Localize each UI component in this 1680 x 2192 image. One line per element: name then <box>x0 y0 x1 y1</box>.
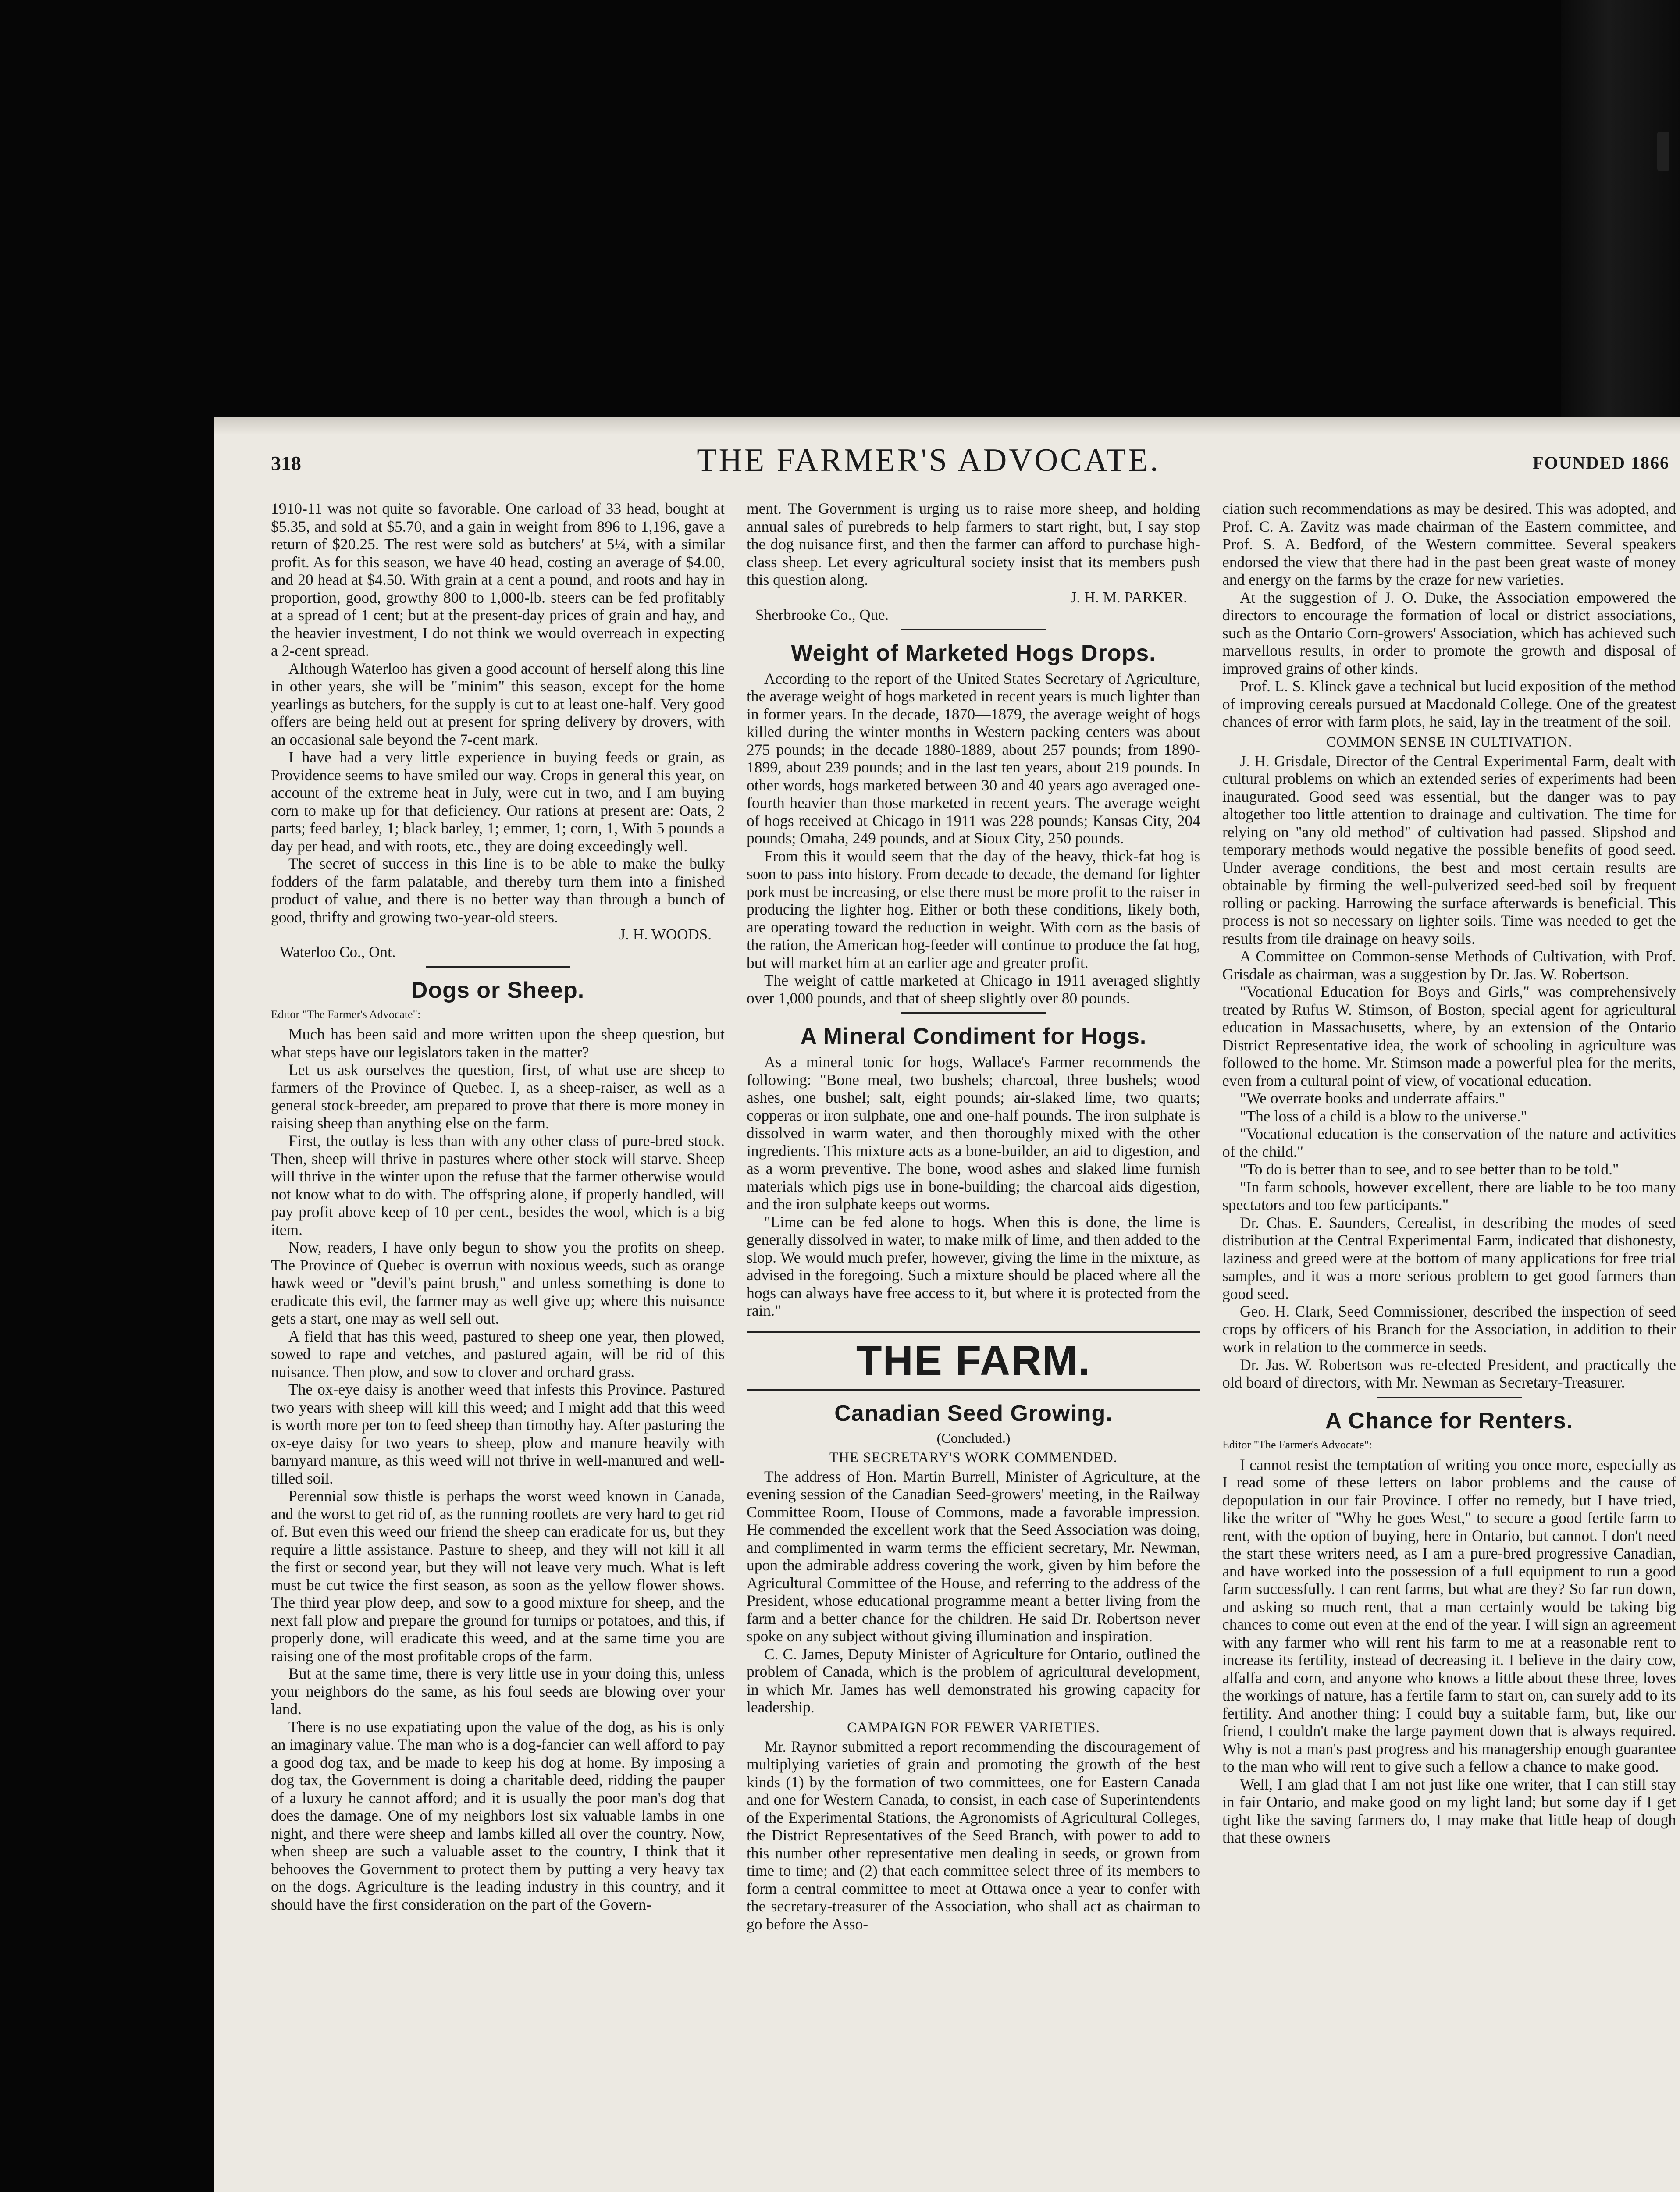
section-title: THE FARM. <box>856 1337 1091 1384</box>
paragraph: "The loss of a child is a blow to the universe." <box>1240 1107 1527 1125</box>
film-sprocket <box>1657 132 1669 171</box>
divider <box>1377 1397 1522 1398</box>
subheading: COMMON SENSE IN CULTIVATION. <box>1326 734 1573 750</box>
paragraph: Well, I am glad that I am not just like one writer, that I can still stay in fair Ontario, and make good on my light land; but some day if I get tight like the saving farmers do, I may make that little heap of dough that these owners <box>1222 1775 1676 1846</box>
paragraph: "Lime can be fed alone to hogs. When this is done, the lime is generally dissolved in water, to make milk of lime, and then added to the slop. We would much prefer, however, giving the lime in the mixture, as advised in the foregoing. Such a mixture should be placed where all the hogs can always have free access to it, but where it is protected from the rain." <box>747 1213 1200 1319</box>
paragraph: 1910-11 was not quite so favorable. One carload of 33 head, bought at $5.35, and sold at $5.70, and a gain in weight from 896 to 1,196, gave a return of $20.25. The rest were sold as butchers' at 5¼, with a similar profit. As for this season, we have 40 head, costing an average of $4.00, and 20 head at $4.50. With grain at a cent a pound, and roots and hay in proportion, good, growthy 800 to 1,000-lb. steers can be fed profitably at a spread of 1 cent; but at the present-day prices of grain and hay, and the heavier investment, I do not think we would overreach in expecting a 2-cent spread. <box>271 500 725 659</box>
paragraph: The secret of success in this line is to be able to make the bulky fodders of the farm palatable, and thereby turn them into a finished product of value, and there is no better way than through a bunch of good, thrifty and growing two-year-old steers. <box>271 855 725 926</box>
paragraph: ment. The Government is urging us to raise more sheep, and holding annual sales of purebreds to help farmers to start right, but, I say stop the dog nuisance first, and then the farmer can afford to purchase high-class sheep. Let every agricultural society insist that its members push this question along. <box>747 500 1200 588</box>
page-shadow <box>214 417 1680 435</box>
paragraph: From this it would seem that the day of the heavy, thick-fat hog is soon to pass into history. From decade to decade, the demand for lighter pork must be increasing, or else there must be more profit to the raiser in producing the lighter hog. Either or both these conditions, likely both, are operating toward the reduction in weight. With corn as the basis of the ration, the American hog-feeder will continue to produce the fat hog, but will market him at an earlier age and greater profit. <box>747 847 1200 971</box>
paragraph: According to the report of the United States Secretary of Agriculture, the average weight of hogs marketed in recent years is much lighter than in former years. In the decade, 1870—1879, the average weight of hogs killed during the winter months in Western packing centers was about 275 pounds; in the decade 1880-1889, about 257 pounds; from 1890-1899, about 239 pounds; and in the last ten years, about 219 pounds. In other words, hogs marketed between 30 and 40 years ago averaged one-fourth heavier than those marketed in recent years. The average weight of hogs received at Chicago in 1911 was 228 pounds; Kansas City, 204 pounds; Omaha, 249 pounds, and at Sioux City, 250 pounds. <box>747 669 1200 847</box>
paragraph: Dr. Chas. E. Saunders, Cerealist, in describing the modes of seed distribution at the Central Experimental Farm, indicated that dishonesty, laziness and greed were at the bottom of many applications for free trial samples, and it was a more serious problem to get good farmers than good seed. <box>1222 1213 1676 1302</box>
paragraph: The address of Hon. Martin Burrell, Minister of Agriculture, at the evening session of the Canadian Seed-growers' meeting, in the Railway Committee Room, House of Commons, made a favorable impression. He commended the excellent work that the Seed Association was doing, and complimented in warm terms the efficient secretary, Mr. Newman, upon the admirable address covering the work, given by him before the Agricultural Committee of the House, and referring to the address of the President, whose educational programme meant a better living from the farm and a better chance for the children. He said Dr. Robertson never spoke on any subject without giving illumination and inspiration. <box>747 1467 1200 1645</box>
paragraph: Although Waterloo has given a good account of herself along this line in other years, she will be "minim" this season, except for the home yearlings as butchers, for the supply is cut to at least one-half. Very good offers are being held out at present for spring delivery by drovers, with an occasional sale beyond the 7-cent mark. <box>271 659 725 748</box>
subheading: CAMPAIGN FOR FEWER VARIETIES. <box>847 1719 1100 1736</box>
paragraph: I cannot resist the temptation of writing you once more, especially as I read some of these letters on labor problems and the cause of depopulation in our fair Province. I offer no remedy, but I have tried, like the writer of "Why he goes West," to secure a good fertile farm to rent, with the option of buying, here in Ontario, but cannot. I don't need the start these writers need, as I am a pure-bred progressive Canadian, and have worked into the possession of a full equipment to run a good farm successfully. I can rent farms, but what are they? So far run down, and asking so much rent, that a man certainly would be taking big chances to come out even at the end of the year. I will sign an agreement with any farmer who will rent his farm to me at a reasonable rent to increase its fertility, instead of decreasing it. I believe in the dairy cow, alfalfa and corn, and anyone who knows a little about these three, loves the workings of nature, has a fertile farm to start on, can surely add to its fertility. And another thing: I could buy a suitable farm, but, like our friend, I couldn't make the large payment down that is always required. Why is not a man's past progress and his managership enough guarantee to the man who will rent to give such a fellow a chance to make good. <box>1222 1455 1676 1775</box>
page-header <box>271 434 1669 491</box>
paragraph: J. H. Grisdale, Director of the Central Experimental Farm, dealt with cultural problems on which an extended series of experiments had been inaugurated. Good seed was essential, but the danger was to pay altogether too little attention to drainage and cultivation. The time for relying on "any old method" of cultivation had passed. Slipshod and temporary methods would negative the possible benefits of good seed. Under average conditions, the best and most certain results are obtainable by firming the well-pulverized seed-bed soil by frequent rolling or packing. Harrowing the surface afterwards is beneficial. This process is not so necessary on lighter soils. Time was needed to get the results from tile drainage on heavy soils. <box>1222 752 1676 947</box>
page-number: 318 <box>271 452 301 474</box>
column-1 <box>271 500 725 2192</box>
paragraph: "We overrate books and underrate affairs." <box>1240 1089 1506 1107</box>
founded-line: FOUNDED 1866 <box>1533 453 1669 473</box>
paragraph: C. C. James, Deputy Minister of Agriculture for Ontario, outlined the problem of Canada, which is the problem of agricultural development, in which Mr. James has well demonstrated his growing capacity for leadership. <box>747 1645 1200 1716</box>
article-title: Canadian Seed Growing. <box>834 1400 1113 1426</box>
faded-print-area <box>293 2127 459 2192</box>
paragraph: Mr. Raynor submitted a report recommending the discouragement of multiplying varieties of grain and promoting the growth of the best kinds (1) by the formation of two committees, one for Eastern Canada and one for Western Canada, to consist, in each case of Superintendents of the Experimental Stations, the Agronomists of Agricultural Colleges, the District Representatives of the Seed Branch, with power to add to this number other representative men dealing in seeds, or grown from time to time; and (2) that each committee select three of its members to form a central committee to meet at Ottawa once a year to confer with the secretary-treasurer of the Association, who shall act as chairman to go before the Asso- <box>747 1737 1200 1933</box>
faded-print-area <box>1398 2171 1678 2192</box>
subheading: THE SECRETARY'S WORK COMMENDED. <box>829 1449 1118 1466</box>
editor-salutation: Editor "The Farmer's Advocate": <box>1222 1438 1372 1451</box>
editor-salutation: Editor "The Farmer's Advocate": <box>271 1008 421 1021</box>
author-location: Waterloo Co., Ont. <box>280 943 396 961</box>
divider <box>901 1012 1046 1014</box>
paragraph: I have had a very little experience in buying feeds or grain, as Providence seems to have smiled our way. Crops in general this year, on account of the extreme heat in July, were cut in two, and I am buying corn to make up for that deficiency. Our rations at present are: Oats, 2 parts; feed barley, 1; black barley, 1; emmer, 1; corn, 1, With 5 pounds a day per head, and with roots, etc., they are doing exceedingly well. <box>271 748 725 855</box>
paragraph: Let us ask ourselves the question, first, of what use are sheep to farmers of the Province of Quebec. I, as a sheep-raiser, as well as a general stock-breeder, am prepared to prove that there is more money in raising sheep than anything else on the farm. <box>271 1061 725 1132</box>
paragraph: Prof. L. S. Klinck gave a technical but lucid exposition of the method of improving cereals pursued at Macdonald College. One of the greatest chances of error with farm plots, he said, lay in the treatment of the soil. <box>1222 677 1676 730</box>
paragraph: Perennial sow thistle is perhaps the worst weed known in Canada, and the worst to get rid of, as the running rootlets are very hard to get rid of. But even this weed our friend the sheep can eradicate for us, but they require a little assistance. Pasture to sheep, and they will not kill it all the first or second year, but they will not leave very much. What is left must be cut twice the first season, as soon as the yellow flower shows. The third year plow deep, and sow to a good mixture for sheep, and the next fall plow and prepare the ground for turnips or potatoes, and this, if properly done, will eradicate this weed, and at the same time you are raising one of the most profitable crops of the farm. <box>271 1487 725 1665</box>
paragraph: The weight of cattle marketed at Chicago in 1911 averaged slightly over 1,000 pounds, and that of sheep slightly over 80 pounds. <box>747 971 1200 1007</box>
paragraph: ciation such recommendations as may be desired. This was adopted, and Prof. C. A. Zavitz was made chairman of the Eastern committee, and Prof. S. A. Bedford, of the Western committee. Several speakers endorsed the view that there had in the past been great waste of money and energy on the farms by the craze for new varieties. <box>1222 500 1676 588</box>
paragraph: The ox-eye daisy is another weed that infests this Province. Pastured two years with sheep will kill this weed; and I might add that this weed is worth more per ton to feed sheep than timothy hay. After pasturing the ox-eye daisy for two years to sheep, plow and manure heavily with barnyard manure, as this weed will not thrive in well-manured and well-tilled soil. <box>271 1381 725 1487</box>
masthead: THE FARMER'S ADVOCATE. <box>697 442 1160 478</box>
paragraph: First, the outlay is less than with any other class of pure-bred stock. Then, sheep will thrive in pastures where other stock will starve. Sheep will thrive in the winter upon the refuse that the farmer otherwise would not know what to do with. The offspring alone, if properly handled, will pay profit above keep of 10 per cent., besides the wool, which is a big item. <box>271 1132 725 1238</box>
paragraph: A Committee on Common-sense Methods of Cultivation, with Prof. Grisdale as chairman, was a suggestion by Dr. Jas. W. Robertson. <box>1222 947 1676 983</box>
paragraph: Geo. H. Clark, Seed Commissioner, described the inspection of seed crops by officers of his Branch for the Association, in addition to their work in relation to the commerce in seeds. <box>1222 1302 1676 1356</box>
paragraph: A field that has this weed, pastured to sheep one year, then plowed, sowed to rape and vetches, and pastured again, will be rid of this nuisance. Then plow, and sow to clover and orchard grass. <box>271 1327 725 1381</box>
paragraph: Dr. Jas. W. Robertson was re-elected President, and practically the old board of directors, with Mr. Newman as Secretary-Treasurer. <box>1222 1356 1676 1391</box>
author-signature: J. H. M. PARKER. <box>1070 588 1187 606</box>
paragraph: Now, readers, I have only begun to show you the profits on sheep. The Province of Quebec is overrun with noxious weeds, such as orange hawk weed or "devil's paint brush," and unless something is done to eradicate this evil, the farmer may as well give up; where this nuisance gets a start, one may as well sell out. <box>271 1238 725 1327</box>
author-location: Sherbrooke Co., Que. <box>755 606 889 623</box>
paragraph: "Vocational education is the conservation of the nature and activities of the child." <box>1222 1125 1676 1160</box>
author-signature: J. H. WOODS. <box>619 926 712 943</box>
paragraph: There is no use expatiating upon the value of the dog, as his is only an imaginary value. The man who is a dog-fancier can well afford to pay a good dog tax, and be made to keep his dog at home. By imposing a dog tax, the Government is doing a charitable deed, ridding the pauper of a luxury he cannot afford; and it is usually the poor man's dog that does the damage. One of my neighbors lost six valuable lambs in one night, and there were sheep and lambs killed all over the country. Now, when sheep are such a valuable asset to the country, I think that it behooves the Government to protect them by putting a very heavy tax on the dogs. Agriculture is the leading industry in this country, and it should have the first consideration on the part of the Govern- <box>271 1718 725 1913</box>
paragraph: But at the same time, there is very little use in your doing this, unless your neighbors do the same, as his foul seeds are blowing over your land. <box>271 1665 725 1718</box>
article-title: Dogs or Sheep. <box>411 978 585 1003</box>
divider <box>901 629 1046 630</box>
newspaper-page <box>214 417 1680 2192</box>
paragraph: "Vocational Education for Boys and Girls," was comprehensively treated by Rufus W. Stimson, of Boston, special agent for agricultural education in Massachusetts, where, by an extension of the Ontario District Representative idea, the work of schooling in agriculture was followed to the home. Mr. Stimson made a powerful plea for the merits, even from a cultural point of view, of vocational education. <box>1222 983 1676 1089</box>
paragraph: "In farm schools, however excellent, there are liable to be too many spectators and too few participants." <box>1222 1178 1676 1213</box>
paragraph: "To do is better than to see, and to see better than to be told." <box>1240 1160 1619 1178</box>
paragraph: As a mineral tonic for hogs, Wallace's Farmer recommends the following: "Bone meal, two bushels; charcoal, three bushels; wood ashes, one bushel; salt, eight pounds; air-slaked lime, two quarts; copperas or iron sulphate, one and one-half pounds. The iron sulphate is dissolved in warm water, and then thoroughly mixed with the other ingredients. This mixture acts as a bone-builder, an aid to digestion, and as a worm preventive. The bone, wood ashes and slaked lime furnish materials which pigs use in bone-building; the charcoal aids digestion, and the iron sulphate keeps out worms. <box>747 1053 1200 1213</box>
paragraph: At the suggestion of J. O. Duke, the Association empowered the directors to encourage the formation of local or district associations, such as the Ontario Corn-growers' Association, which has achieved such marvellous results, in order to promote the growth and disposal of improved grains of other kinds. <box>1222 588 1676 677</box>
concluded-note: (Concluded.) <box>936 1430 1011 1446</box>
divider <box>426 966 570 968</box>
paragraph: Much has been said and more written upon the sheep question, but what steps have our legislators taken in the matter? <box>271 1025 725 1061</box>
column-3 <box>1222 500 1676 2192</box>
section-banner <box>747 1331 1200 1391</box>
faded-print-area <box>747 2162 1200 2192</box>
article-title: A Chance for Renters. <box>1325 1408 1573 1434</box>
column-2 <box>747 500 1200 2192</box>
article-title: Weight of Marketed Hogs Drops. <box>791 640 1156 666</box>
article-title: A Mineral Condiment for Hogs. <box>800 1024 1147 1049</box>
